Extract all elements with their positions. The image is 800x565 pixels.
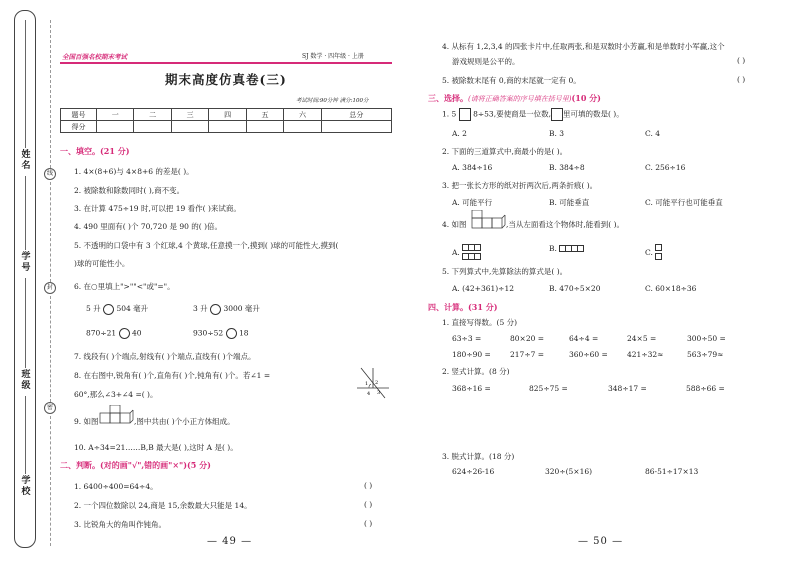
seal-dashline bbox=[50, 416, 51, 546]
choice-1: 1. 5 8÷53,要使商是一位数, 里可填的数是( )。 bbox=[442, 108, 624, 121]
seal-mark-seal: 封 bbox=[44, 282, 56, 294]
vertical-item: 348÷17 = bbox=[608, 384, 647, 393]
oral-item: 63÷3 = bbox=[452, 334, 482, 343]
score-cell[interactable] bbox=[209, 121, 246, 133]
question-5-line2: )球的可能性小。 bbox=[74, 259, 130, 268]
compare-circle[interactable] bbox=[210, 304, 221, 315]
question-8-line1: 8. 在右图中,锐角有( )个,直角有( )个,钝角有( )个。若∠1 = bbox=[74, 371, 271, 380]
score-header: 五 bbox=[246, 109, 283, 121]
choice-1-option-a: A. 2 bbox=[452, 129, 467, 138]
oral-item: 80×20 = bbox=[510, 334, 545, 343]
score-header: 总分 bbox=[321, 109, 391, 121]
angle-label: 4 bbox=[367, 391, 371, 397]
question-8-line2: 60°,那么∠3+∠4 =( )。 bbox=[74, 390, 158, 399]
choice-5-option-b: B. 470÷5×20 bbox=[549, 284, 601, 293]
series-label: 全国百强名校期末考试 bbox=[62, 53, 127, 61]
choice-2-option-c: C. 256÷16 bbox=[645, 163, 686, 172]
judge-4-line2: 游戏规则是公平的。 bbox=[452, 57, 520, 66]
score-cell[interactable] bbox=[171, 121, 208, 133]
score-header: 二 bbox=[134, 109, 171, 121]
page-number-right: — 50 — bbox=[578, 536, 624, 547]
choice-2-option-a: A. 384÷16 bbox=[452, 163, 493, 172]
stepwise-item: 624÷26-16 bbox=[452, 467, 495, 476]
choice-1-option-c: C. 4 bbox=[645, 129, 661, 138]
seal-dashline bbox=[50, 182, 51, 282]
choice-3: 3. 把一张长方形的纸对折两次后,两条折痕( )。 bbox=[442, 181, 598, 190]
choice-2: 2. 下面的三道算式中,商最小的是( )。 bbox=[442, 147, 568, 156]
header-rule bbox=[60, 62, 392, 64]
calc-oral-title: 1. 直接写得数。(5 分) bbox=[442, 318, 518, 327]
view-a-grid bbox=[462, 244, 480, 262]
judge-1: 1. 6400÷400=64÷4。 bbox=[74, 482, 158, 491]
student-no-label: 学号 bbox=[21, 252, 31, 273]
seal-dashline bbox=[50, 296, 51, 402]
score-header: 四 bbox=[209, 109, 246, 121]
score-cell[interactable] bbox=[97, 121, 134, 133]
subject-label: SJ 数学 · 四年级 · 上册 bbox=[302, 53, 364, 60]
angle-label: 2 bbox=[375, 380, 379, 386]
angle-label: 3 bbox=[377, 390, 381, 396]
seal-mark-line: 线 bbox=[44, 168, 56, 180]
choice-5-option-a: A. (42+361)÷12 bbox=[452, 284, 515, 293]
angle-figure bbox=[355, 364, 391, 400]
score-row-label: 得分 bbox=[61, 121, 97, 133]
stepwise-item: 320÷(5×16) bbox=[545, 467, 593, 476]
judge-4-line1: 4. 从标有 1,2,3,4 的四张卡片中,任取两张,和是双数时小芳赢,和是单数时小军赢,这个 bbox=[442, 42, 725, 51]
score-table bbox=[60, 108, 392, 133]
score-cell[interactable] bbox=[284, 121, 321, 133]
oral-item: 421÷32≈ bbox=[627, 350, 664, 359]
choice-3-option-b: B. 可能垂直 bbox=[549, 198, 590, 207]
choice-5-option-c: C. 60×18÷36 bbox=[645, 284, 697, 293]
oral-item: 360÷60 = bbox=[569, 350, 608, 359]
judge-4-answer[interactable]: ( ) bbox=[737, 56, 746, 65]
angle-label: 1 bbox=[365, 381, 369, 387]
choice-2-option-b: B. 384÷8 bbox=[549, 163, 585, 172]
oral-item: 180÷90 = bbox=[452, 350, 491, 359]
compare-item: 930÷52 18 bbox=[193, 328, 249, 338]
choice-5: 5. 下列算式中,先算除法的算式是( )。 bbox=[442, 267, 568, 276]
calc-stepwise-title: 3. 脱式计算。(18 分) bbox=[442, 452, 515, 461]
choice-3-option-a: A. 可能平行 bbox=[452, 198, 493, 207]
oral-item: 24×5 = bbox=[627, 334, 657, 343]
question-3: 3. 在计算 475÷19 时,可以把 19 看作( )来试商。 bbox=[74, 204, 241, 213]
choice-4-option-b: B. bbox=[549, 244, 583, 254]
vertical-item: 825÷75 = bbox=[529, 384, 568, 393]
judge-2: 2. 一个四位数除以 24,商是 15,余数最大只能是 14。 bbox=[74, 501, 252, 510]
compare-item: 3 升 3000 毫升 bbox=[193, 304, 260, 313]
vertical-item: 368÷16 = bbox=[452, 384, 491, 393]
score-header: 六 bbox=[284, 109, 321, 121]
compare-item: 5 升 504 毫升 bbox=[86, 304, 149, 313]
student-no-line bbox=[25, 176, 26, 250]
exam-info: 考试时间:90分钟 满分:100分 bbox=[296, 98, 369, 104]
oral-item: 563÷79≈ bbox=[687, 350, 724, 359]
compare-circle[interactable] bbox=[103, 304, 114, 315]
choice-1-option-b: B. 3 bbox=[549, 129, 565, 138]
score-header: 一 bbox=[97, 109, 134, 121]
school-label: 学校 bbox=[21, 476, 31, 497]
seal-mark-secret: 密 bbox=[44, 402, 56, 414]
view-c-grid bbox=[655, 244, 661, 262]
view-b-grid bbox=[559, 245, 583, 254]
judge-5-answer[interactable]: ( ) bbox=[737, 75, 746, 84]
calc-vertical-title: 2. 竖式计算。(8 分) bbox=[442, 367, 510, 376]
section-true-false: 二、判断。(对的画"√",错的画"×")(5 分) bbox=[60, 460, 211, 470]
question-7: 7. 线段有( )个端点,射线有( )个端点,直线有( )个端点。 bbox=[74, 352, 256, 361]
cube-figure bbox=[98, 405, 134, 427]
question-2: 2. 被除数和除数同时( ),商不变。 bbox=[74, 186, 185, 195]
question-4: 4. 490 里面有( )个 70,720 是 90 的( )倍。 bbox=[74, 222, 223, 231]
page-title: 期末高度仿真卷(三) bbox=[165, 72, 287, 87]
choice-3-option-c: C. 可能平行也可能垂直 bbox=[645, 198, 723, 207]
choice-4-option-c: C. bbox=[645, 244, 661, 262]
question-5-line1: 5. 不透明的口袋中有 3 个红球,4 个黄球,任意摸一个,摸到( )球的可能性大,摸到( bbox=[74, 241, 339, 250]
judge-1-answer[interactable]: ( ) bbox=[364, 481, 373, 490]
judge-2-answer[interactable]: ( ) bbox=[364, 500, 373, 509]
name-label: 姓名 bbox=[21, 150, 31, 171]
choice-4-start: 4. 如图 bbox=[442, 220, 467, 229]
section-fill-blank: 一、填空。(21 分) bbox=[60, 146, 130, 156]
score-header: 题号 bbox=[61, 109, 97, 121]
section-calculation: 四、计算。(31 分) bbox=[428, 302, 498, 312]
solid-figure bbox=[470, 210, 506, 232]
blank-box[interactable] bbox=[459, 108, 471, 121]
compare-circle[interactable] bbox=[226, 328, 237, 339]
class-label: 班级 bbox=[21, 370, 31, 391]
school-line bbox=[25, 396, 26, 474]
question-9-start: 9. 如图 bbox=[74, 417, 99, 426]
compare-circle[interactable] bbox=[119, 328, 130, 339]
oral-item: 217÷7 = bbox=[510, 350, 545, 359]
compare-item: 870÷21 40 bbox=[86, 328, 142, 338]
score-header: 三 bbox=[171, 109, 208, 121]
question-6: 6. 在○里填上">""<"或"="。 bbox=[74, 282, 175, 291]
seal-dashline bbox=[50, 20, 51, 168]
judge-5: 5. 被除数末尾有 0,商的末尾就一定有 0。 bbox=[442, 76, 581, 85]
score-cell[interactable] bbox=[246, 121, 283, 133]
blank-box[interactable] bbox=[551, 108, 563, 121]
oral-item: 300÷50 = bbox=[687, 334, 726, 343]
stepwise-item: 86-51÷17×13 bbox=[645, 467, 699, 476]
class-line bbox=[25, 278, 26, 368]
question-1: 1. 4×(8+6)与 4×8+6 的差是( )。 bbox=[74, 167, 194, 176]
question-9-end: ,图中共由( )个小正方体组成。 bbox=[134, 417, 235, 426]
score-row bbox=[61, 121, 392, 133]
section-choice: 三、选择。(请将正确答案的序号填在括号里)(10 分) bbox=[428, 93, 601, 103]
score-header-row bbox=[61, 109, 392, 121]
question-10: 10. A÷34=21……B,B 最大是( ),这时 A 是( )。 bbox=[74, 443, 238, 452]
vertical-item: 588÷66 = bbox=[686, 384, 725, 393]
judge-3: 3. 比锐角大的角叫作钝角。 bbox=[74, 520, 167, 529]
oral-item: 64÷4 = bbox=[569, 334, 599, 343]
judge-3-answer[interactable]: ( ) bbox=[364, 519, 373, 528]
choice-4-option-a: A. bbox=[452, 244, 480, 262]
choice-4-end: ,当从左面看这个物体时,能看到( )。 bbox=[506, 220, 625, 229]
score-cell[interactable] bbox=[134, 121, 171, 133]
score-cell[interactable] bbox=[321, 121, 391, 133]
page-number-left: — 49 — bbox=[207, 536, 253, 547]
name-line bbox=[25, 20, 26, 148]
